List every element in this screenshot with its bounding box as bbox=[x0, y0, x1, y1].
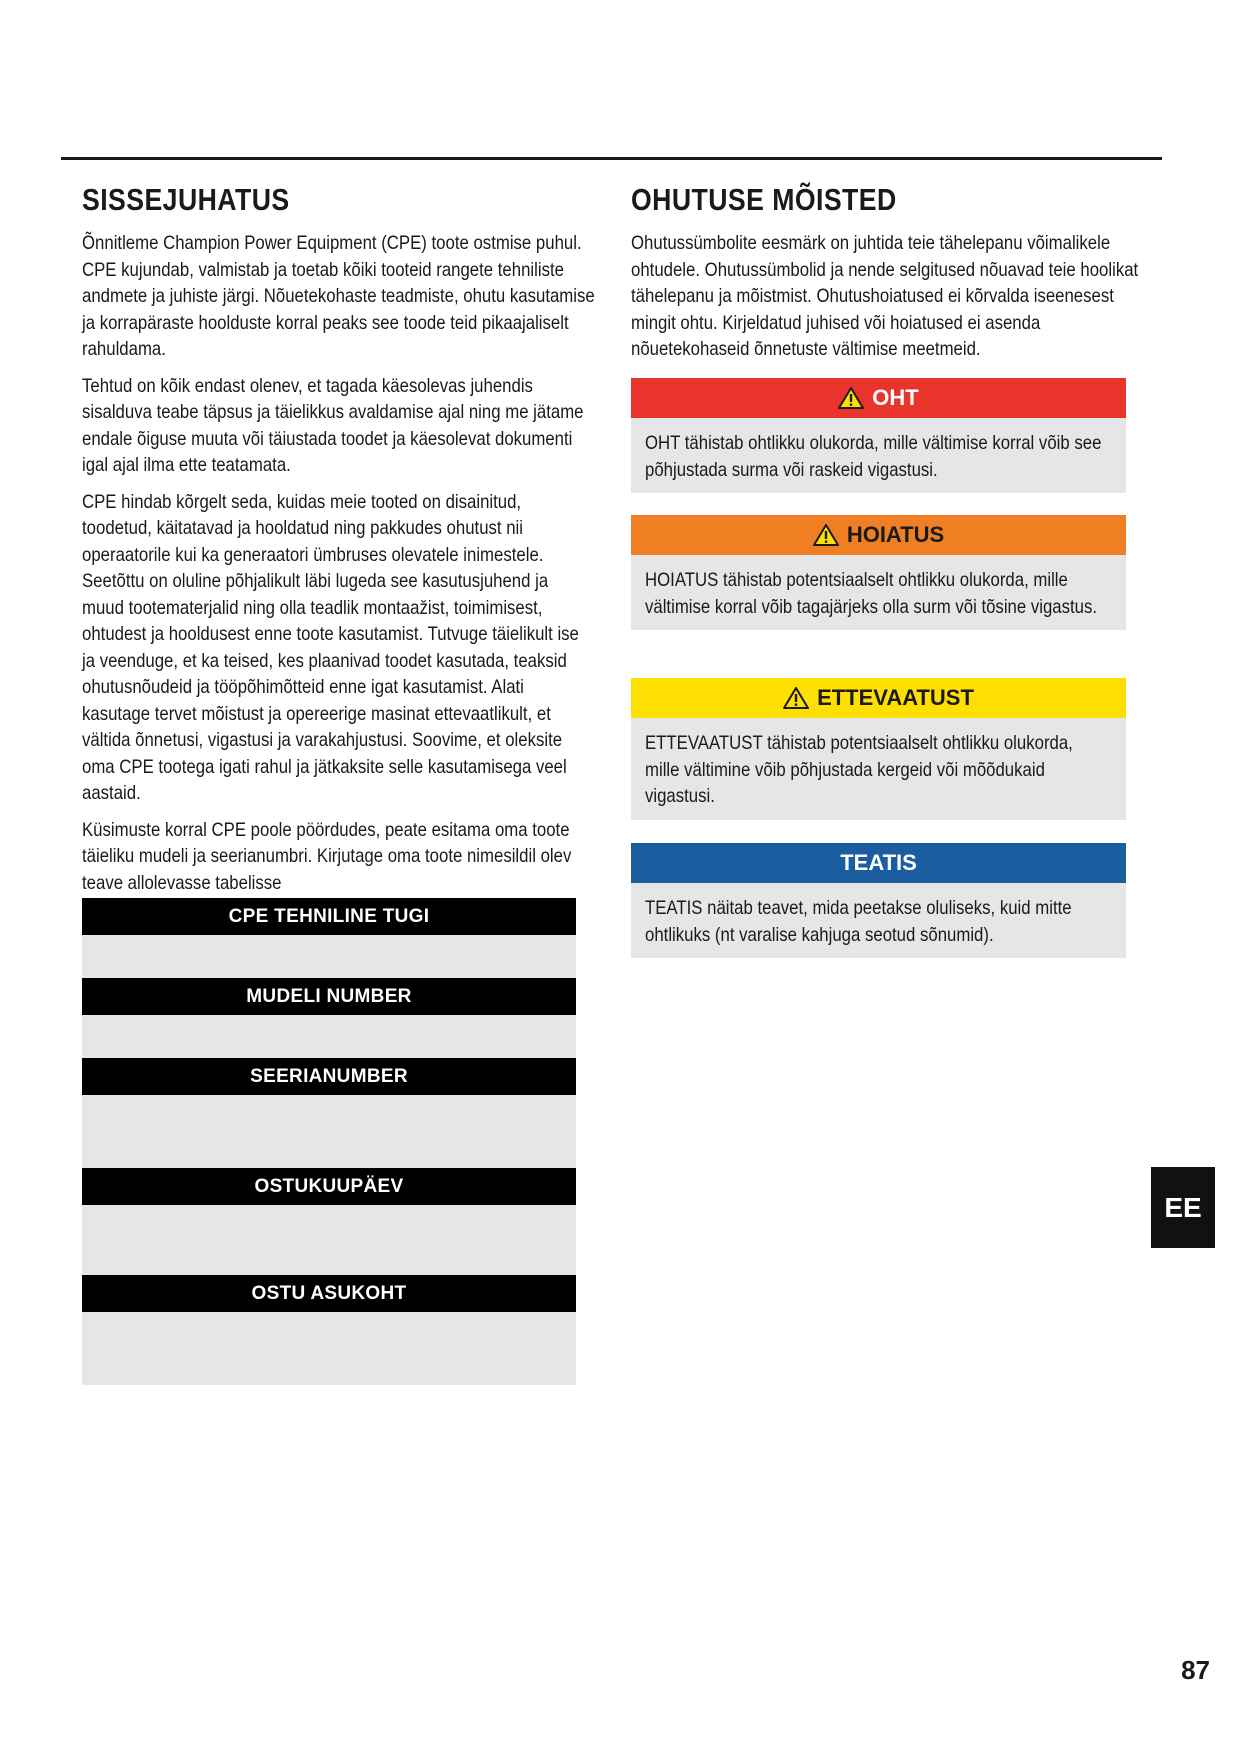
intro-paragraph-text: Küsimuste korral CPE poole pöördudes, peate esitama oma toote täieliku mudeli ja seerianumbri. Kirjutage oma toote nimesildil olev teave allolevasse tabelisse bbox=[82, 818, 572, 894]
warning-triangle-icon bbox=[838, 387, 864, 409]
caution-header bbox=[631, 678, 1126, 718]
top-rule bbox=[61, 157, 1162, 160]
danger-box bbox=[631, 378, 1126, 493]
safety-intro-text: Ohutussümbolite eesmärk on juhtida teie tähelepanu võimalikele ohtudele. Ohutussümbolid ja nende selgitused nõuavad teie hoolikat tähelepanu ja mõistmist. Ohutushoiatused ei kõrvalda iseenesest mingit ohtu. Kirjeldatud juhised või hoiatused ei asenda nõuetekohaseid õnnetuste vältimise meetmeid. bbox=[631, 232, 1139, 360]
warning-label: HOIATUS bbox=[846, 522, 945, 547]
intro-section bbox=[82, 182, 596, 906]
safety-title: OHUTUSE MÕISTED bbox=[631, 182, 897, 217]
info-table-header-date: OSTUKUUPÄEV bbox=[82, 1168, 576, 1205]
caution-text-content: ETTEVAATUST tähistab potentsiaalselt ohtlikku olukorda, mille vältimine võib põhjustada kergeid või mõõdukaid vigastusi. bbox=[645, 732, 1073, 807]
info-table-field-support[interactable] bbox=[82, 935, 576, 978]
warning-header bbox=[631, 515, 1126, 555]
intro-paragraph-text: CPE hindab kõrgelt seda, kuidas meie tooted on disainitud, toodetud, käitatavad ja hooldatud ning pakkudes ohutust nii operaatorile kui ka generaatori ümbruses olevatele inimestele. Seetõttu on oluline põhjalikult läbi lugeda see kasutusjuhend ja muud tootematerjalid ning olla teadlik montaažist, toimimisest, ohtudest ja hooldusest enne toote kasutamist. Tutvuge täielikult ise ja veenduge, et ka teised, kes plaanivad toodet kasutada, teaksid ohutusnõudeid ja tööpõhimõtteid enne igat kasutamist. Alati kasutage tervet mõistust ja opereerige masinat ettevaatlikult, et vältida õnnetusi, vigastusi ja varakahjustusi. Soovime, et oleksite oma CPE tootega igati rahul ja jätkaksite selle kasutamisega veel aastaid. bbox=[82, 490, 579, 804]
safety-intro bbox=[631, 230, 1151, 363]
intro-paragraph-text: Tehtud on kõik endast olenev, et tagada käesolevas juhendis sisalduva teabe täpsus ja täielikkus avaldamise ajal ning me jätame endale õiguse muuta või täiustada toodet ja käesolevat dokumenti igal ajal ilma ette teatamata. bbox=[82, 374, 584, 476]
danger-header bbox=[631, 378, 1126, 418]
intro-paragraph bbox=[82, 373, 596, 479]
danger-text bbox=[631, 418, 1126, 493]
notice-header bbox=[631, 843, 1126, 883]
notice-label: TEATIS bbox=[840, 850, 917, 875]
notice-text bbox=[631, 883, 1126, 958]
warning-box bbox=[631, 515, 1126, 630]
warning-text-content: HOIATUS tähistab potentsiaalselt ohtlikku olukorda, mille vältimise korral võib tagajärjeks olla surm või tõsine vigastus. bbox=[645, 569, 1098, 618]
info-table-header-model: MUDELI NUMBER bbox=[82, 978, 576, 1015]
info-table-field-location[interactable] bbox=[82, 1312, 576, 1385]
info-table-header-support: CPE TEHNILINE TUGI bbox=[82, 898, 576, 935]
info-table-field-date[interactable] bbox=[82, 1205, 576, 1275]
info-table-header-location: OSTU ASUKOHT bbox=[82, 1275, 576, 1312]
intro-paragraph bbox=[82, 817, 596, 897]
info-table-field-serial[interactable] bbox=[82, 1095, 576, 1168]
product-info-table bbox=[82, 898, 576, 1385]
notice-text-content: TEATIS näitab teavet, mida peetakse oluliseks, kuid mitte ohtlikuks (nt varalise kahjuga seotud sõnumid). bbox=[645, 897, 1072, 946]
warning-triangle-icon bbox=[783, 687, 809, 709]
caution-box bbox=[631, 678, 1126, 820]
info-table-header-serial: SEERIANUMBER bbox=[82, 1058, 576, 1095]
caution-text bbox=[631, 718, 1126, 820]
info-table-field-model[interactable] bbox=[82, 1015, 576, 1058]
danger-text-content: OHT tähistab ohtlikku olukorda, mille vältimise korral võib see põhjustada surma või raskeid vigastusi. bbox=[645, 432, 1102, 481]
intro-title: SISSEJUHATUS bbox=[82, 182, 290, 217]
danger-label: OHT bbox=[872, 385, 919, 410]
intro-paragraph bbox=[82, 230, 596, 363]
warning-triangle-icon bbox=[813, 524, 839, 546]
caution-label: ETTEVAATUST bbox=[817, 685, 974, 710]
page-number: 87 bbox=[1181, 1655, 1210, 1685]
intro-paragraph-text: Õnnitleme Champion Power Equipment (CPE) toote ostmise puhul. CPE kujundab, valmistab ja toetab kõiki tooteid rangete tehniliste andmete ja juhiste järgi. Nõuetekohaste teadmiste, ohutu kasutamise ja korrapäraste hoolduste korral peaks see toode teid pikaajaliselt rahuldama. bbox=[82, 232, 595, 360]
warning-text bbox=[631, 555, 1126, 630]
notice-box bbox=[631, 843, 1126, 958]
safety-section bbox=[631, 182, 1151, 373]
intro-paragraph bbox=[82, 489, 596, 807]
language-tab[interactable]: EE bbox=[1151, 1167, 1215, 1248]
